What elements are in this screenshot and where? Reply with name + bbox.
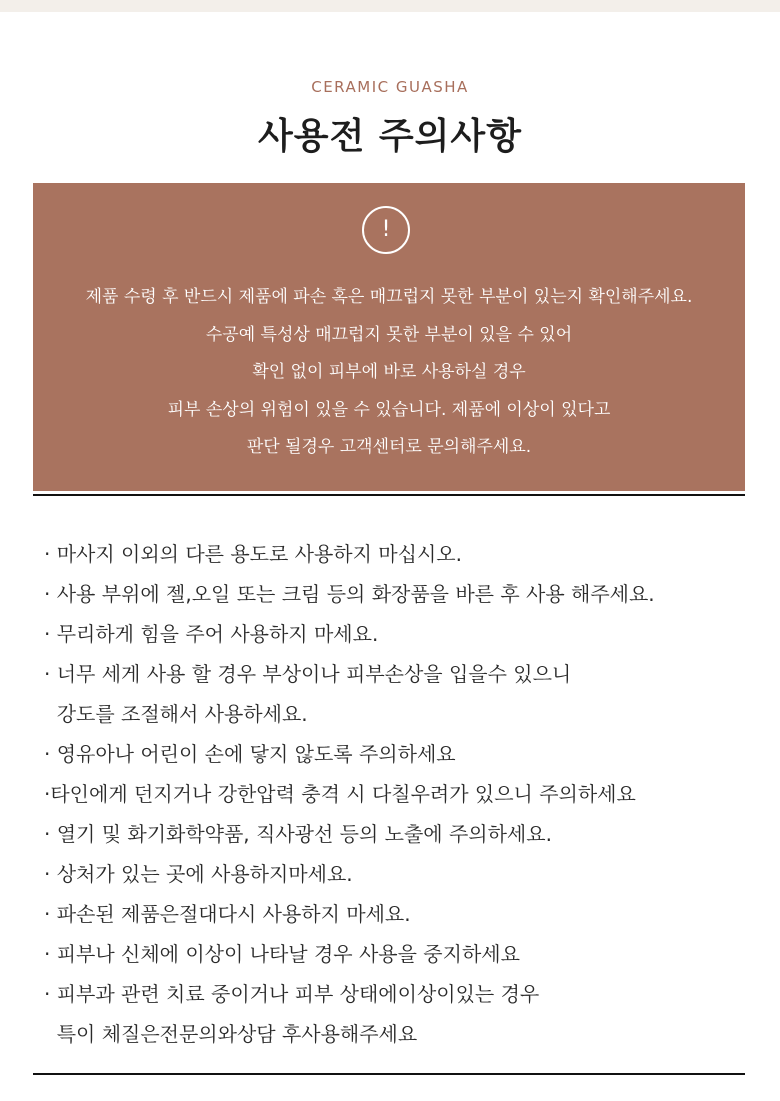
caution-item: · 피부과 관련 치료 중이거나 피부 상태에이상이있는 경우 (44, 982, 540, 1006)
divider-top (33, 494, 745, 496)
caution-item: · 피부나 신체에 이상이 나타날 경우 사용을 중지하세요 (44, 942, 520, 966)
caution-item: · 너무 세게 사용 할 경우 부상이나 피부손상을 입을수 있으니 (44, 662, 572, 686)
caution-list (44, 534, 744, 1054)
caution-item: · 상처가 있는 곳에 사용하지마세요. (44, 862, 353, 886)
caution-item: · 사용 부위에 젤,오일 또는 크림 등의 화장품을 바른 후 사용 해주세요. (44, 582, 655, 606)
caution-item: ·타인에게 던지거나 강한압력 충격 시 다칠우려가 있으니 주의하세요 (44, 782, 636, 806)
caution-item: · 무리하게 힘을 주어 사용하지 마세요. (44, 622, 379, 646)
product-eyebrow: CERAMIC GUASHA (311, 78, 469, 96)
caution-item: · 열기 및 화기화학약품, 직사광선 등의 노출에 주의하세요. (44, 822, 552, 846)
notice-box (33, 183, 745, 491)
exclamation-icon: ! (362, 206, 410, 254)
caution-item: 특이 체질은전문의와상담 후사용해주세요 (44, 1022, 418, 1046)
notice-line: 피부 손상의 위험이 있을 수 있습니다. 제품에 이상이 있다고 (167, 399, 611, 420)
caution-item: 강도를 조절해서 사용하세요. (44, 702, 308, 726)
divider-bottom (33, 1073, 745, 1075)
notice-line: 판단 될경우 고객센터로 문의해주세요. (246, 437, 532, 457)
top-strip (0, 0, 780, 12)
notice-line: 확인 없이 피부에 바로 사용하실 경우 (252, 362, 526, 382)
notice-line: 수공예 특성상 매끄럽지 못한 부분이 있을 수 있어 (205, 324, 573, 345)
caution-item: · 영유아나 어린이 손에 닿지 않도록 주의하세요 (44, 742, 456, 766)
caution-item: · 마사지 이외의 다른 용도로 사용하지 마십시오. (44, 542, 462, 566)
notice-line: 제품 수령 후 반드시 제품에 파손 혹은 매끄럽지 못한 부분이 있는지 확인해주세요. (85, 287, 693, 307)
notice-text (33, 279, 745, 467)
page-title: 사용전 주의사항 (258, 116, 522, 157)
caution-item: · 파손된 제품은절대다시 사용하지 마세요. (44, 902, 411, 926)
